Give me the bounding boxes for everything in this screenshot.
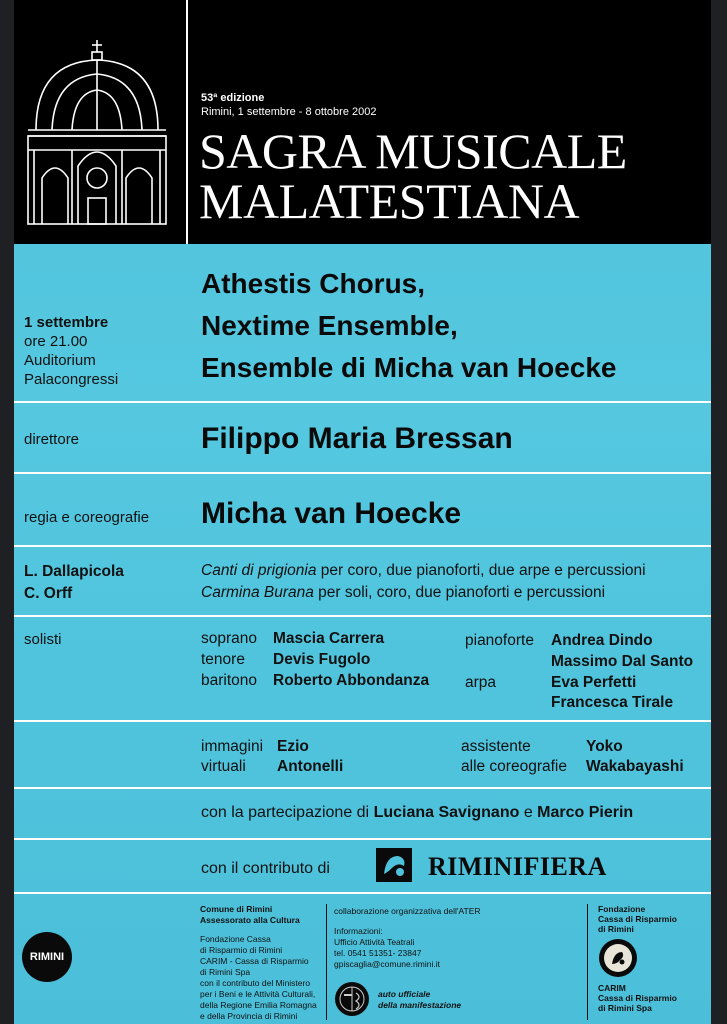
footer-left-text: della Regione Emilia Romagna bbox=[200, 1000, 317, 1010]
footer-left-title-2: Assessorato alla Cultura bbox=[200, 915, 300, 925]
assistant-label-1: assistente bbox=[461, 738, 531, 755]
sponsor-name: RIMINIFIERA bbox=[428, 852, 607, 881]
visuals-name-2: Antonelli bbox=[277, 758, 344, 775]
edition: 53ª edizione bbox=[201, 92, 265, 104]
performer-2: Nextime Ensemble, bbox=[201, 310, 458, 341]
footer-right-bottom: Cassa di Risparmio bbox=[598, 993, 677, 1003]
footer-left-text: con il contributo del Ministero bbox=[200, 978, 311, 988]
footer-info: Ufficio Attività Teatrali bbox=[334, 937, 415, 947]
voice-role: tenore bbox=[201, 651, 245, 668]
footer-right-bottom: CARIM bbox=[598, 983, 626, 993]
voice-role: baritono bbox=[201, 672, 258, 689]
direction-label: regia e coreografie bbox=[24, 509, 150, 526]
footer-left-text: di Risparmio di Rimini bbox=[200, 945, 283, 955]
official-car-1: auto ufficiale bbox=[378, 989, 431, 999]
footer-right-bottom: di Rimini Spa bbox=[598, 1003, 652, 1013]
conductor-label: direttore bbox=[24, 431, 80, 448]
footer-divider bbox=[326, 904, 327, 1020]
header bbox=[14, 0, 711, 244]
footer-left-text: CARIM - Cassa di Risparmio bbox=[200, 956, 309, 966]
participation: con la partecipazione di Luciana Savignano e Marco Pierin bbox=[201, 804, 634, 821]
assistant-label-2: alle coreografie bbox=[461, 758, 567, 775]
footer-divider bbox=[587, 904, 588, 1020]
footer-left-text: e della Provincia di Rimini bbox=[200, 1011, 298, 1021]
official-car-2: della manifestazione bbox=[378, 1000, 462, 1010]
voice-name: Mascia Carrera bbox=[273, 630, 385, 647]
concert-time: ore 21.00 bbox=[24, 333, 88, 350]
venue-line2: Palacongressi bbox=[24, 371, 119, 388]
divider bbox=[14, 545, 711, 547]
direction-name: Micha van Hoecke bbox=[201, 497, 462, 530]
visuals-name-1: Ezio bbox=[277, 738, 309, 755]
piano-label: pianoforte bbox=[465, 632, 534, 649]
footer-left-text: per i Beni e le Attività Culturali, bbox=[200, 989, 316, 999]
divider bbox=[14, 615, 711, 617]
footer-info: gpiscaglia@comune.rimini.it bbox=[334, 959, 440, 969]
tempio-malatestiano-logo bbox=[22, 38, 172, 228]
harpist-2: Francesca Tirale bbox=[551, 694, 674, 711]
footer-left-title-1: Comune di Rimini bbox=[200, 904, 273, 914]
footer-left-text: Fondazione Cassa bbox=[200, 934, 271, 944]
divider bbox=[14, 892, 711, 894]
work-1: Canti di prigionia per coro, due pianoforti, due arpe e percussioni bbox=[201, 562, 646, 579]
visuals-label-2: virtuali bbox=[201, 758, 246, 775]
contribution-label: con il contributo di bbox=[201, 860, 330, 877]
work-2: Carmina Burana per soli, coro, due pianoforti e percussioni bbox=[201, 584, 606, 601]
header-divider bbox=[186, 0, 188, 244]
concert-date: 1 settembre bbox=[24, 314, 109, 331]
footer-left-text: di Rimini Spa bbox=[200, 967, 251, 977]
divider bbox=[14, 401, 711, 403]
rimini-badge: RIMINI bbox=[22, 932, 72, 982]
footer-info: Informazioni: bbox=[334, 926, 383, 936]
performer-1: Athestis Chorus, bbox=[201, 268, 426, 299]
composer-1: L. Dallapicola bbox=[24, 563, 124, 580]
footer-right-title: Cassa di Risparmio bbox=[598, 914, 677, 924]
assistant-name-2: Wakabayashi bbox=[586, 758, 684, 775]
divider bbox=[14, 720, 711, 722]
venue-line1: Auditorium bbox=[24, 352, 96, 369]
riminifiera-logo-icon bbox=[376, 848, 412, 882]
voice-name: Devis Fugolo bbox=[273, 651, 371, 668]
visuals-label-1: immagini bbox=[201, 738, 264, 755]
footer-right-title: di Rimini bbox=[598, 924, 634, 934]
voice-name: Roberto Abbondanza bbox=[273, 672, 430, 689]
pianist-2: Massimo Dal Santo bbox=[551, 653, 694, 670]
composer-2: C. Orff bbox=[24, 585, 73, 602]
footer-collab: collaborazione organizzativa dell'ATER bbox=[334, 906, 481, 916]
divider bbox=[14, 787, 711, 789]
assistant-name-1: Yoko bbox=[586, 738, 623, 755]
harpist-1: Eva Perfetti bbox=[551, 674, 637, 691]
harp-label: arpa bbox=[465, 674, 497, 691]
voice-role: soprano bbox=[201, 630, 258, 647]
pianist-1: Andrea Dindo bbox=[551, 632, 653, 649]
footer-info: tel. 0541 51351- 23847 bbox=[334, 948, 422, 958]
festival-title-line1: SAGRA MUSICALE bbox=[199, 123, 627, 179]
festival-title-line2: MALATESTIANA bbox=[199, 173, 580, 229]
divider bbox=[14, 472, 711, 474]
poster bbox=[14, 0, 711, 1024]
footer-right-title: Fondazione bbox=[598, 904, 646, 914]
festival-dates: Rimini, 1 settembre - 8 ottobre 2002 bbox=[201, 106, 377, 118]
divider bbox=[14, 838, 711, 840]
soloists-label: solisti bbox=[24, 631, 62, 648]
carim-emblem-icon bbox=[598, 938, 638, 978]
conductor-name: Filippo Maria Bressan bbox=[201, 422, 513, 455]
performer-3: Ensemble di Micha van Hoecke bbox=[201, 352, 617, 383]
alfa-romeo-emblem-icon bbox=[334, 981, 370, 1017]
